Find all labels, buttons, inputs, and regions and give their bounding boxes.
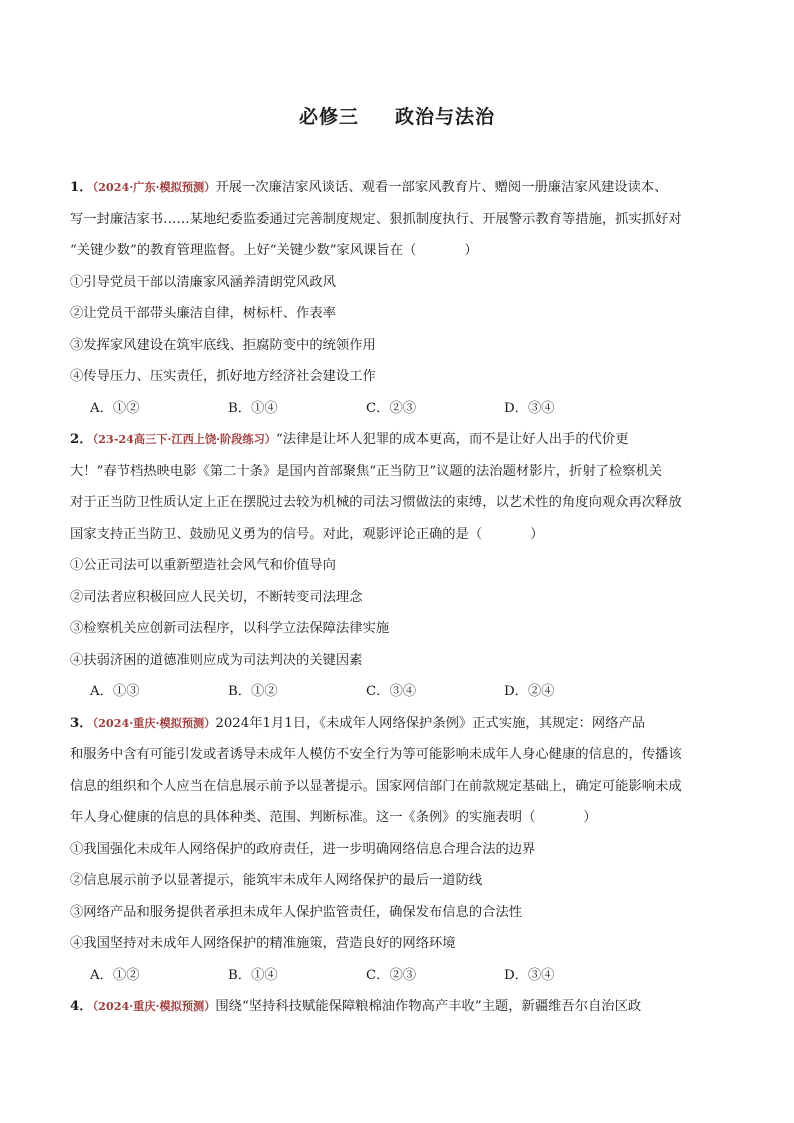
option-statement: ④传导压力、压实责任，抓好地方经济社会建设工作 bbox=[70, 369, 376, 384]
choice-a[interactable]: A．①② bbox=[90, 967, 140, 983]
choice-c[interactable]: C．②③ bbox=[366, 967, 417, 983]
question-stem-text: 2024年1月1日，《未成年人网络保护条例》正式实施，其规定：网络产品 bbox=[215, 715, 646, 731]
question-source: （23-24高三下·江西上饶·阶段练习） bbox=[92, 432, 276, 446]
question-stem-line: 和服务中含有可能引发或者诱导未成年人模仿不安全行为等可能影响未成年人身心健康的信息的，传播该 bbox=[70, 747, 682, 762]
choice-c[interactable]: C．②③ bbox=[366, 400, 417, 416]
question-stem-text: “法律是让坏人犯罪的成本更高，而不是让好人出手的代价更 bbox=[275, 432, 629, 447]
page-title-part2: 政治与法治 bbox=[395, 106, 496, 128]
option-statement: ②司法者应积极回应人民关切，不断转变司法理念 bbox=[70, 589, 363, 605]
question-stem-text: 国家支持正当防卫、鼓励见义勇为的信号。对此，观影评论正确的是（ bbox=[70, 526, 483, 542]
choice-a[interactable]: A．①② bbox=[90, 400, 140, 416]
question-stem-line bbox=[70, 519, 726, 551]
question-list bbox=[70, 172, 726, 1023]
option-statement: ④我国坚持对未成年人网络保护的精准施策，营造良好的网络环境 bbox=[70, 936, 456, 951]
question-stem-line bbox=[70, 802, 726, 834]
question-stem-text: “关键少数”的教育管理监督。上好“关键少数”家风课旨在（ bbox=[70, 243, 417, 258]
choice-d[interactable]: D．③④ bbox=[504, 967, 555, 983]
question-stem-line bbox=[70, 172, 726, 204]
question-1 bbox=[70, 172, 726, 424]
option-statement: ③发挥家风建设在筑牢底线、拒腐防变中的统领作用 bbox=[70, 337, 376, 353]
question-number: 3． bbox=[70, 715, 93, 731]
question-4 bbox=[70, 991, 726, 1023]
question-stem-line bbox=[70, 708, 726, 740]
question-3 bbox=[70, 708, 726, 992]
answer-choices bbox=[70, 960, 726, 992]
choice-b[interactable]: B．①④ bbox=[228, 400, 278, 416]
option-statement: ①我国强化未成年人网络保护的政府责任，进一步明确网络信息合理合法的边界 bbox=[70, 841, 536, 857]
option-statement: ①公正司法可以重新塑造社会风气和价值导向 bbox=[70, 558, 336, 573]
question-source: （2024·重庆·模拟预测） bbox=[92, 715, 216, 730]
choice-d[interactable]: D．②④ bbox=[504, 684, 555, 699]
answer-paren-close: ） bbox=[583, 810, 597, 825]
option-statement: ①引导党员干部以清廉家风涵养清朗党风政风 bbox=[70, 274, 336, 290]
choice-c[interactable]: C．③④ bbox=[366, 684, 417, 699]
question-stem-line bbox=[70, 424, 726, 456]
option-statement: ②信息展示前予以显著提示，能筑牢未成年人网络保护的最后一道防线 bbox=[70, 873, 483, 888]
choice-d[interactable]: D．③④ bbox=[504, 400, 555, 416]
question-stem-line: 大！”春节档热映电影《第二十条》是国内首部聚焦“正当防卫”议题的法治题材影片，折射了检察机关 bbox=[70, 463, 663, 479]
choice-b[interactable]: B．①④ bbox=[228, 967, 278, 983]
question-number: 1． bbox=[70, 180, 93, 195]
question-stem-text: 年人身心健康的信息的具体种类、范围、判断标准。这一《条例》的实施表明（ bbox=[70, 810, 536, 825]
answer-paren-close: ） bbox=[464, 243, 478, 258]
answer-choices bbox=[70, 676, 726, 708]
question-stem-text: 围绕“坚持科技赋能保障粮棉油作物高产丰收”主题，新疆维吾尔自治区政 bbox=[215, 999, 642, 1014]
question-stem-text: 开展一次廉洁家风谈话、观看一部家风教育片、赠阅一册廉洁家风建设读本、 bbox=[215, 180, 668, 195]
option-statement: ③检察机关应创新司法程序，以科学立法保障法律实施 bbox=[70, 621, 390, 636]
question-source: （2024·重庆·模拟预测） bbox=[92, 999, 216, 1013]
page-title-part1: 必修三 bbox=[298, 106, 359, 128]
choice-b[interactable]: B．①② bbox=[228, 684, 278, 699]
question-stem-line bbox=[70, 235, 726, 267]
answer-choices bbox=[70, 393, 726, 425]
answer-paren-close: ） bbox=[530, 526, 544, 542]
question-number: 4． bbox=[70, 999, 93, 1014]
question-stem-line: 写一封廉洁家书……某地纪委监委通过完善制度规定、狠抓制度执行、开展警示教育等措施，抓实抓好对 bbox=[70, 211, 682, 227]
option-statement: ④扶弱济困的道德准则应成为司法判决的关键因素 bbox=[70, 652, 363, 668]
question-number: 2． bbox=[70, 432, 93, 447]
question-stem-line: 对于正当防卫性质认定上正在摆脱过去较为机械的司法习惯做法的束缚，以艺术性的角度向观众再次释放 bbox=[70, 495, 682, 510]
question-2 bbox=[70, 424, 726, 708]
option-statement: ②让党员干部带头廉洁自律，树标杆、作表率 bbox=[70, 306, 336, 321]
question-stem-line: 信息的组织和个人应当在信息展示前予以显著提示。国家网信部门在前款规定基础上，确定可能影响未成 bbox=[70, 778, 682, 794]
question-stem-line bbox=[70, 991, 726, 1023]
option-statement: ③网络产品和服务提供者承担未成年人保护监管责任，确保发布信息的合法性 bbox=[70, 904, 523, 920]
page-title bbox=[0, 102, 794, 129]
choice-a[interactable]: A．①③ bbox=[90, 684, 140, 699]
question-source: （2024·广东·模拟预测） bbox=[92, 180, 216, 194]
